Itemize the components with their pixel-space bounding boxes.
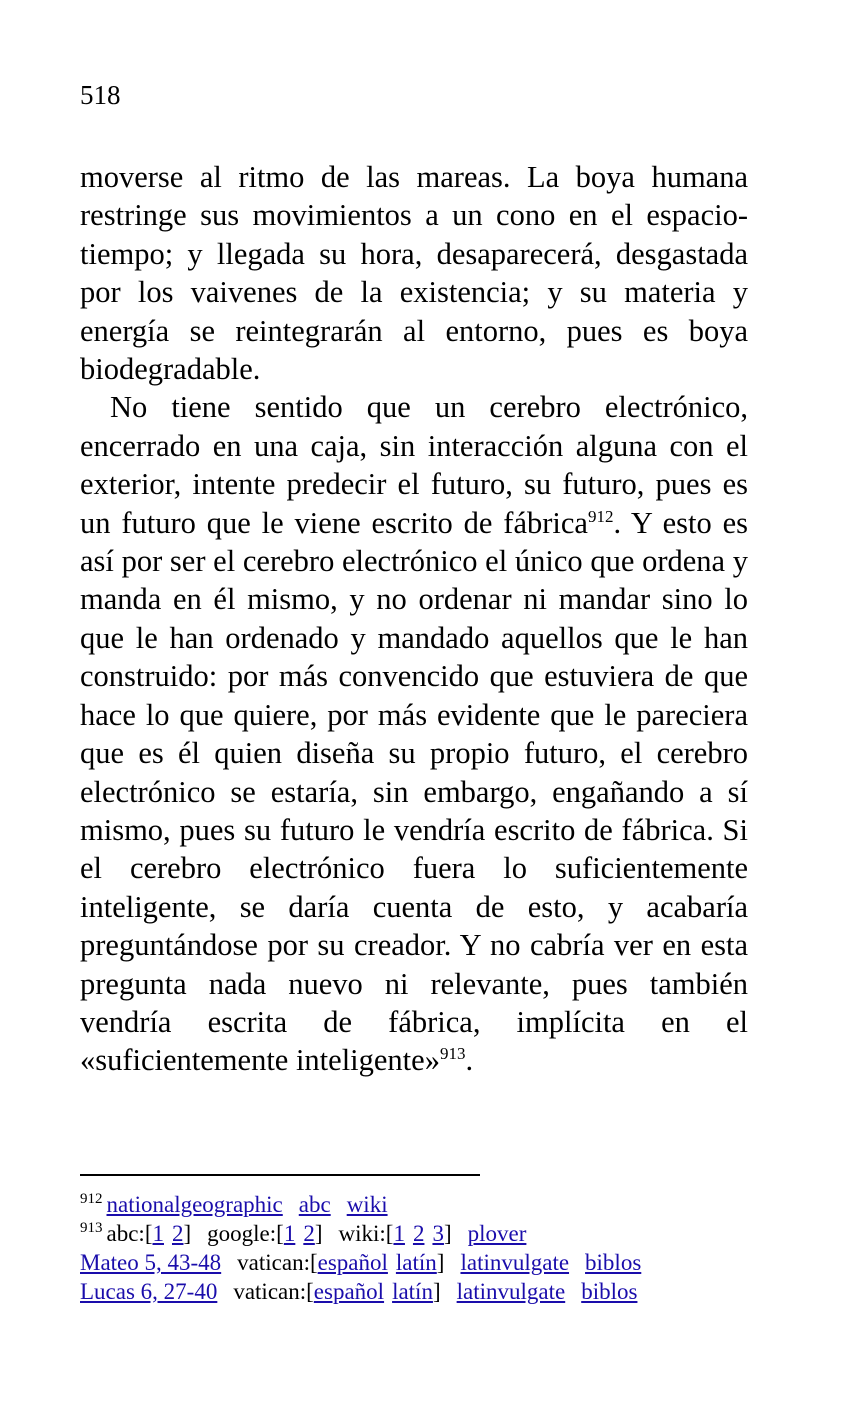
- wiki-label: wiki:: [338, 1221, 386, 1246]
- paragraph-2-part-a: No tiene sentido que un cerebro electrónico, encerrado en una caja, sin interacción alguna con el exterior, intente predecir el futuro, su futuro, pues es un futuro que le viene escrito de fábrica: [80, 390, 748, 540]
- paragraph-2: [80, 388, 748, 1079]
- footnote-ref-912[interactable]: 912: [587, 506, 614, 526]
- link-lucas-ref[interactable]: Lucas 6, 27-40: [80, 1279, 218, 1304]
- footnote-number: 912: [80, 1191, 103, 1208]
- link-wiki-1[interactable]: 1: [393, 1221, 405, 1246]
- vatican-label: vatican:: [233, 1279, 307, 1304]
- link-mateo-latin[interactable]: latín: [395, 1250, 437, 1275]
- link-wiki-2[interactable]: 2: [412, 1221, 425, 1246]
- abc-label: abc:: [106, 1221, 145, 1246]
- link-lucas-latinvulgate[interactable]: latinvulgate: [456, 1279, 566, 1304]
- paragraph-2-part-b: . Y esto es así por ser el cerebro electrónico el único que ordena y manda en él mismo, y no ordenar ni mandar sino lo que le han ordenado y mandado aquellos que le han construido: por más convencido que estuviera de que hace lo que quiere, por más evidente que le pareciera que es él quien diseña su propio futuro, el cerebro electrónico se estaría, sin embargo, engañando a sí mismo, pues su futuro le vendría escrito de fábrica. Si el cerebro electrónico fuera lo suficientemente inteligente, se daría cuenta de esto, y acabaría preguntándose por su creador. Y no cabría ver en esta pregunta nada nuevo ni relevante, pues también vendría escrita de fábrica, implícita en el «suficientemente inteligente»: [80, 505, 748, 1078]
- footnotes: [80, 1190, 780, 1306]
- link-mateo-latinvulgate[interactable]: latinvulgate: [460, 1250, 570, 1275]
- link-mateo-espanol[interactable]: español: [317, 1250, 388, 1275]
- link-abc-2[interactable]: 2: [171, 1221, 184, 1246]
- link-lucas-latin[interactable]: latín: [392, 1279, 433, 1304]
- footnote-913-lucas: Lucas 6, 27-40 vatican:[español latín] latinvulgate biblos: [80, 1279, 638, 1304]
- footnote-divider: [80, 1174, 480, 1176]
- link-lucas-espanol[interactable]: español: [313, 1279, 385, 1304]
- link-abc[interactable]: abc: [298, 1192, 331, 1217]
- link-mateo-ref[interactable]: Mateo 5, 43-48: [80, 1250, 222, 1275]
- link-plover[interactable]: plover: [467, 1221, 527, 1246]
- link-google-2[interactable]: 2: [303, 1221, 315, 1246]
- link-lucas-biblos[interactable]: biblos: [581, 1279, 638, 1304]
- link-mateo-biblos[interactable]: biblos: [585, 1250, 642, 1275]
- link-nationalgeographic[interactable]: nationalgeographic: [106, 1192, 283, 1217]
- footnote-913: $^{913}$ abc:[1 2] google:[1 2] wiki:[1 2 3] plover: [80, 1220, 527, 1246]
- paragraph-2-part-c: .: [465, 1043, 474, 1078]
- footnote-913-mateo: Mateo 5, 43-48 vatican:[español latín] latinvulgate biblos: [80, 1250, 642, 1275]
- vatican-label: vatican:: [237, 1250, 310, 1275]
- link-wiki[interactable]: wiki: [346, 1192, 388, 1217]
- link-abc-1[interactable]: 1: [152, 1221, 164, 1246]
- paragraph-1: moverse al ritmo de las mareas. La boya humana restringe sus movimientos a un cono en el espacio-tiempo; y llegada su hora, desaparecerá, desgastada por los vaivenes de la existencia; y su materia y energía se reintegrarán al entorno, pues es boya biodegradable.: [80, 160, 748, 387]
- footnote-ref-913[interactable]: 913: [439, 1044, 466, 1064]
- footnote-number: 913: [80, 1220, 103, 1237]
- link-google-1[interactable]: 1: [283, 1221, 296, 1246]
- page-number: 518: [80, 80, 121, 110]
- footnote-912: [80, 1190, 780, 1219]
- google-label: google:: [207, 1221, 277, 1246]
- main-text: [80, 158, 748, 1080]
- link-wiki-3[interactable]: 3: [432, 1221, 444, 1246]
